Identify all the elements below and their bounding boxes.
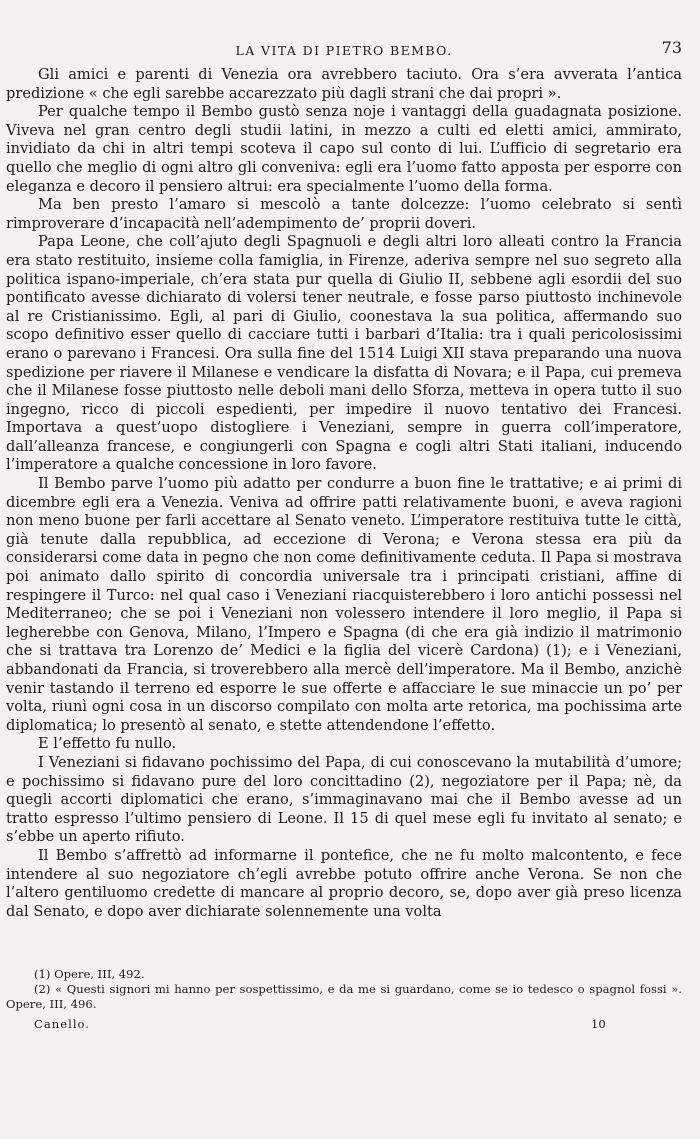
paragraph: Ma ben presto l’amaro si mescolò a tante dolcezze: l’uomo celebrato si sentì rimproverare d’incapacità nell’adempimento de’ proprii doveri. — [6, 196, 682, 232]
paragraph: Papa Leone, che coll’ajuto degli Spagnuoli e degli altri loro alleati contro la Francia era stato restituito, insieme colla famiglia, in Firenze, aderiva sempre nel suo segreto alla politica ispano-imperiale, ch’era stata pur quella di Giulio II, sebbene agli esordii del suo pontificato avesse dichiarato di volersi tener neutrale, e fosse parso piuttosto inchinevole al re Cristianissimo. Egli, al pari di Giulio, coonestava la sua politica, affermando suo scopo definitivo esser quello di cacciare tutti i barbari d’Italia: tra i quali pericolosissimi erano o parevano i Francesi. Ora sulla fine del 1514 Luigi XII stava preparando una nuova spedizione per riavere il Milanese e vendicare la disfatta di Novara; e il Papa, cui premeva che il Milanese fosse piuttosto nelle deboli mani dello Sforza, metteva in opera tutto il suo ingegno, ricco di piccoli espedienti, per impedire il nuovo tentativo dei Francesi. Importava a quest’uopo distogliere i Veneziani, sempre in guerra coll’imperatore, dall’alleanza francese, e congiungerli con Spagna e cogli altri Stati italiani, inducendo l’imperatore a qualche concessione in loro favore. — [6, 233, 682, 474]
footnotes — [6, 967, 682, 1012]
footnote: (1) Opere, III, 492. — [34, 967, 145, 981]
footnote: (2) « Questi signori mi hanno per sospettissimo, e da me si guardano, come se io tedesco o spagnol fossi ». Opere, III, 496. — [6, 982, 682, 1011]
running-title: LA VITA DI PIETRO BEMBO. — [235, 43, 453, 58]
paragraph: Il Bembo parve l’uomo più adatto per condurre a buon fine le trattative; e ai primi di dicembre egli era a Venezia. Veniva ad offrire patti relativamente buoni, e aveva ragioni non meno buone per farli accettare al Senato veneto. L’imperatore restituiva tutte le città, già tenute dalla repubblica, ad eccezione di Verona; e Verona stessa era più da considerarsi come data in pegno che non come definitivamente ceduta. Il Papa si mostrava poi animato dallo spirito di concordia universale tra i principati cristiani, affine di respingere il Turco: nel qual caso i Veneziani riacquisterebbero i loro antichi possessi nel Mediterraneo; che se poi i Veneziani non volessero intendere il loro meglio, il Papa si legherebbe con Genova, Milano, l’Impero e Spagna (di che era già indizio il matrimonio che si trattava tra Lorenzo de’ Medici e la figlia del vicerè Cardona) (1); e i Veneziani, abbandonati da Francia, si troverebbero alla mercè dell’imperatore. Ma il Bembo, anzichè venir tastando il terreno ed esporre le sue offerte e affacciare le sue minaccie un po’ per volta, riunì ogni cosa in un discorso compilato con molta arte retorica, ma pochissima arte diplomatica; lo presentò al senato, e stette attendendone l’effetto. — [6, 475, 682, 734]
paragraph: Gli amici e parenti di Venezia ora avrebbero taciuto. Ora s’era avverata l’antica predizione « che egli sarebbe accarezzato più dagli strani che dai propri ». — [6, 66, 682, 102]
page-number: 73 — [661, 38, 682, 57]
signature-number: 10 — [591, 1017, 606, 1031]
paragraph: Per qualche tempo il Bembo gustò senza noje i vantaggi della guadagnata posizione. Viveva nel gran centro degli studii latini, in mezzo a culti ed eletti amici, ammirato, invidiato da chi in altri tempi scoteva il capo sul conto di lui. L’ufficio di segretario era quello che meglio di ogni altro gli conveniva: egli era l’uomo fatto apposta per esporre con eleganza e decoro il pensiero altrui: era specialmente l’uomo della forma. — [6, 103, 682, 195]
paragraph: I Veneziani si fidavano pochissimo del Papa, di cui conoscevano la mutabilità d’umore; e pochissimo si fidavano pure del loro concittadino (2), negoziatore per il Papa; nè, da quegli accorti diplomatici che erano, s’immaginavano mai che il Bembo avesse ad un tratto espresso l’ultimo pensiero di Leone. Il 15 di quel mese egli fu invitato al senato; e s’ebbe un aperto rifiuto. — [6, 753, 682, 846]
paragraph: Il Bembo s’affrettò ad informarne il pontefice, che ne fu molto malcontento, e fece intendere al suo negoziatore ch’egli avrebbe potuto offrire anche Verona. Se non che l’altero gentiluomo credette di mancare al proprio decoro, se, dopo aver già preso licenza dal Senato, e dopo aver dichiarate solennemente una volta — [6, 846, 682, 920]
paragraph: E l’effetto fu nullo. — [38, 735, 177, 753]
page-header — [6, 38, 682, 60]
body-text — [6, 66, 682, 921]
signature-mark: Canello. — [34, 1017, 90, 1031]
